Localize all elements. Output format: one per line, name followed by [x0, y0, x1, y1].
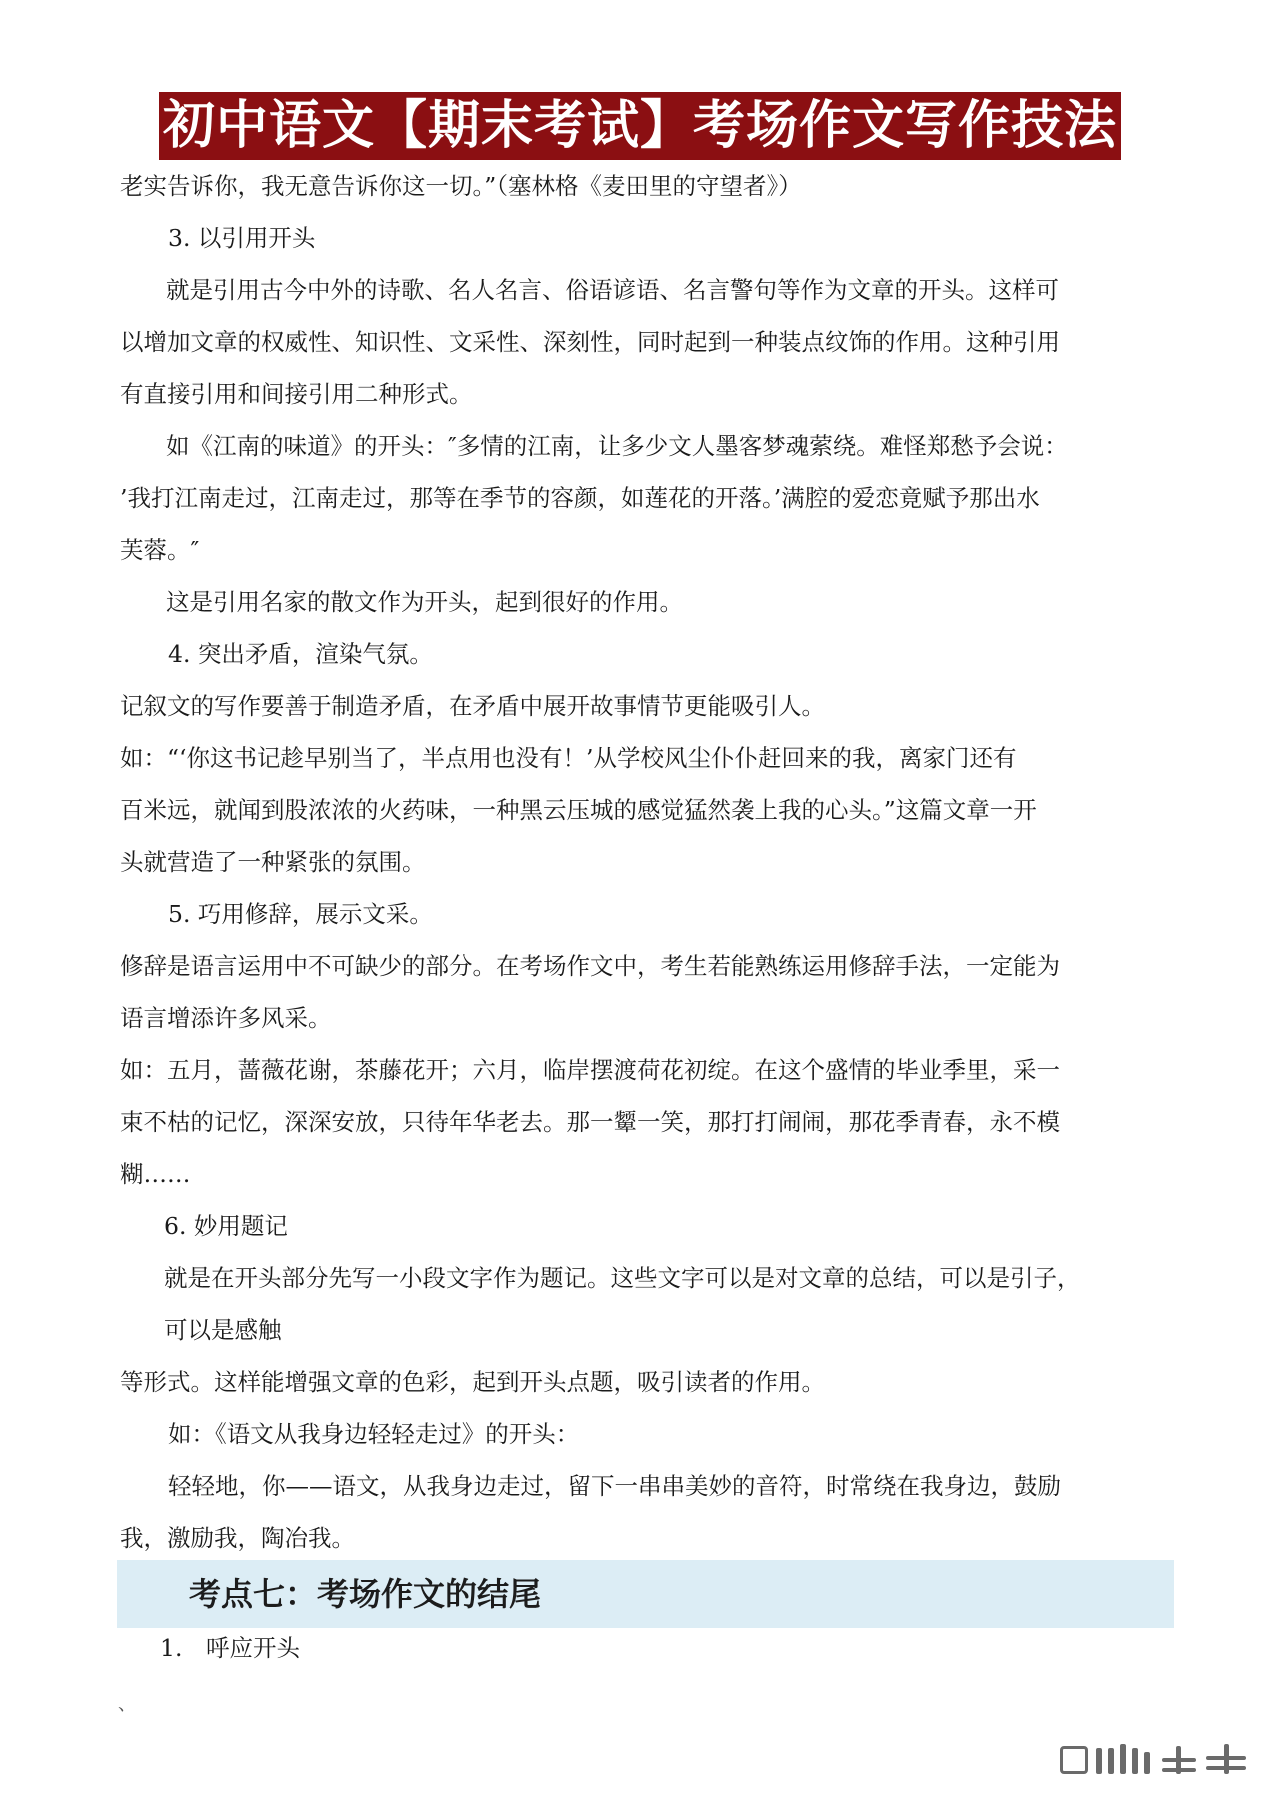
- section-title: 考点七：考场作文的结尾: [189, 1575, 542, 1613]
- paragraph-line: 有直接引用和间接引用二种形式。: [120, 380, 473, 408]
- paragraph-line: 如：《语文从我身边轻轻走过》的开头：: [168, 1420, 580, 1448]
- paragraph-line: 百米远，就闻到股浓浓的火药味，一种黑云压城的感觉猛然袭上我的心头。”这篇文章一开: [120, 796, 1037, 824]
- section-header-bar: [117, 1560, 1174, 1628]
- paragraph-line: 语言增添许多风采。: [120, 1004, 332, 1032]
- paragraph-line: 我，激励我，陶冶我。: [120, 1524, 355, 1552]
- paragraph-line: 轻轻地，你——语文，从我身边走过，留下一串串美妙的音符，时常绕在我身边，鼓励: [168, 1472, 1061, 1500]
- paragraph-line: 如：“‘你这书记趁早别当了，半点用也没有！’从学校风尘仆仆赶回来的我，离家门还有: [120, 744, 1017, 772]
- stray-mark: 、: [118, 1694, 136, 1715]
- paragraph-line: ’我打江南走过，江南走过，那等在季节的容颜，如莲花的开落。’满腔的爱恋竟赋予那出水: [120, 484, 1040, 512]
- paragraph-line: 老实告诉你，我无意告诉你这一切。”（塞林格《麦田里的守望者》）: [120, 172, 802, 200]
- paragraph-line: 如：五月，蔷薇花谢，茶藤花开；六月，临岸摆渡荷花初绽。在这个盛情的毕业季里，采一: [120, 1056, 1060, 1084]
- list-text: 呼应开头: [206, 1634, 300, 1662]
- paragraph-line: 头就营造了一种紧张的氛围。: [120, 848, 426, 876]
- paragraph-line: 这是引用名家的散文作为开头，起到很好的作用。: [166, 588, 683, 616]
- paragraph-line: 修辞是语言运用中不可缺少的部分。在考场作文中，考生若能熟练运用修辞手法，一定能为: [120, 952, 1060, 980]
- section-content: [160, 1622, 300, 1674]
- document-title: 初中语文【期末考试】考场作文写作技法: [159, 92, 1121, 160]
- paragraph-line: 记叙文的写作要善于制造矛盾，在矛盾中展开故事情节更能吸引人。: [120, 692, 825, 720]
- paragraph-line: 等形式。这样能增强文章的色彩，起到开头点题，吸引读者的作用。: [120, 1368, 825, 1396]
- paragraph-line: 就是在开头部分先写一小段文字作为题记。这些文字可以是对文章的总结，可以是引子，: [164, 1264, 1081, 1292]
- subheading-3: 3. 以引用开头: [168, 224, 316, 252]
- paragraph-line: 芙蓉。″: [120, 536, 200, 564]
- title-wrapper: [0, 92, 1280, 160]
- paragraph-line: 就是引用古今中外的诗歌、名人名言、俗语谚语、名言警句等作为文章的开头。这样可: [166, 276, 1059, 304]
- paragraph-line: 束不枯的记忆，深深安放，只待年华老去。那一颦一笑，那打打闹闹，那花季青春，永不模: [120, 1108, 1060, 1136]
- list-item: [160, 1622, 300, 1674]
- body-text: [120, 160, 1170, 1564]
- paragraph-line: 糊……: [120, 1160, 191, 1188]
- subheading-5: 5. 巧用修辞，展示文采。: [168, 900, 433, 928]
- subheading-4: 4. 突出矛盾，渲染气氛。: [168, 640, 433, 668]
- watermark-icon: [1060, 1740, 1250, 1780]
- paragraph-line: 以增加文章的权威性、知识性、文采性、深刻性，同时起到一种装点纹饰的作用。这种引用: [120, 328, 1060, 356]
- list-number: 1.: [160, 1634, 183, 1662]
- paragraph-line: 如《江南的味道》的开头：″多情的江南，让多少文人墨客梦魂萦绕。难怪郑愁予会说：: [166, 432, 1068, 460]
- subheading-6: 6. 妙用题记: [164, 1212, 288, 1240]
- paragraph-line: 可以是感触: [164, 1316, 282, 1344]
